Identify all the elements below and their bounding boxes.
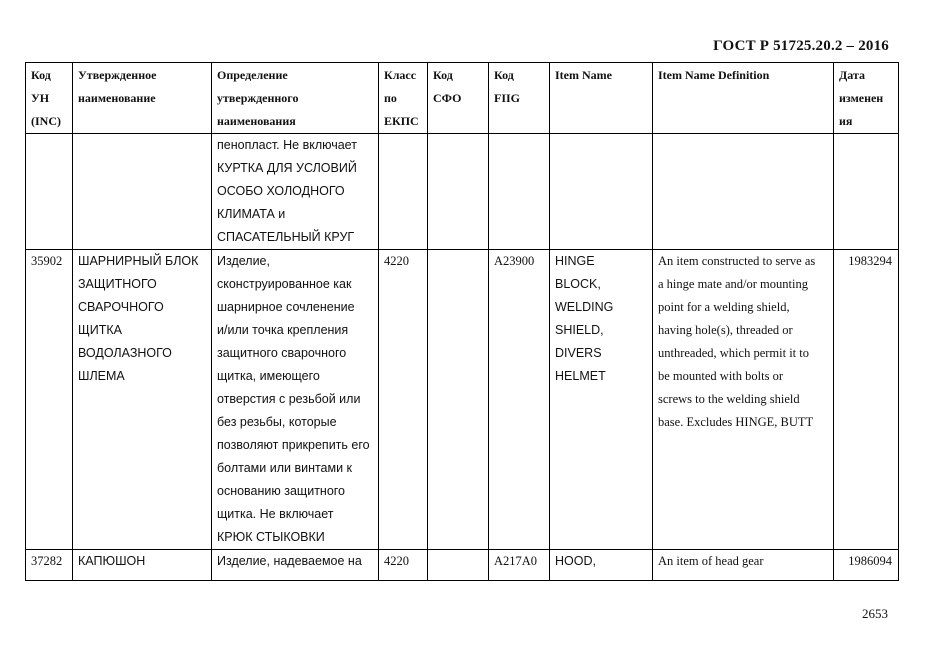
table-row <box>26 134 899 250</box>
header-class-line: ЕКПС <box>384 114 419 128</box>
header-inc-line: (INC) <box>31 114 61 128</box>
sfo-cell <box>428 550 489 581</box>
item-name-cell-line: DIVERS <box>555 346 602 360</box>
header-item-definition <box>653 63 834 134</box>
definition-cell-line: СПАСАТЕЛЬНЫЙ КРУГ <box>217 230 355 244</box>
item-name-cell <box>550 250 653 550</box>
definition-cell-line: пенопласт. Не включает <box>217 138 357 152</box>
sfo-cell <box>428 250 489 550</box>
header-fiig-line: Код <box>494 68 514 82</box>
definition-cell-line: щитка. Не включает <box>217 507 334 521</box>
header-sfo <box>428 63 489 134</box>
class-cell: 4220 <box>379 550 428 581</box>
inc-cell: 35902 <box>26 250 73 550</box>
header-definition-line: наименования <box>217 114 296 128</box>
definition-cell-line: основанию защитного <box>217 484 346 498</box>
class-cell <box>379 134 428 250</box>
item-name-cell-line: HINGE <box>555 254 595 268</box>
definition-cell-line: болтами или винтами к <box>217 461 353 475</box>
definition-cell-line: ОСОБО ХОЛОДНОГО <box>217 184 345 198</box>
header-class-line: по <box>384 91 397 105</box>
header-inc-line: УН <box>31 91 50 105</box>
approved-name-cell-line: ЩИТКА <box>78 323 122 337</box>
header-inc <box>26 63 73 134</box>
item-definition-cell-line: point for a welding shield, <box>658 300 790 314</box>
date-cell: 1986094 <box>834 550 899 581</box>
document-header: ГОСТ Р 51725.20.2 – 2016 <box>713 38 889 54</box>
item-name-cell-line: WELDING <box>555 300 614 314</box>
item-name-cell-line: HOOD, <box>555 554 596 568</box>
date-cell: 1983294 <box>834 250 899 550</box>
item-definition-cell-line: base. Excludes HINGE, BUTT <box>658 415 814 429</box>
definition-cell <box>212 250 379 550</box>
item-definition-cell <box>653 134 834 250</box>
item-definition-cell-line: An item constructed to serve as <box>658 254 816 268</box>
item-name-cell <box>550 550 653 581</box>
fiig-cell: A217A0 <box>489 550 550 581</box>
approved-name-cell <box>73 250 212 550</box>
header-item-name <box>550 63 653 134</box>
header-approved-name <box>73 63 212 134</box>
header-class-line: Класс <box>384 68 417 82</box>
table-row <box>26 550 899 581</box>
header-date-line: ия <box>839 114 853 128</box>
header-sfo-line: Код <box>433 68 453 82</box>
inc-cell <box>26 134 73 250</box>
header-approved-name-line: Утвержденное <box>78 68 157 82</box>
item-name-cell-line: SHIELD, <box>555 323 604 337</box>
item-definition-cell-line: a hinge mate and/or mounting <box>658 277 808 291</box>
item-definition-cell-line: be mounted with bolts or <box>658 369 783 383</box>
date-cell <box>834 134 899 250</box>
table-row <box>26 250 899 550</box>
page-number: 2653 <box>862 606 888 621</box>
item-name-cell-line: HELMET <box>555 369 606 383</box>
classification-table <box>25 62 899 581</box>
definition-cell-line: КЛИМАТА и <box>217 207 286 221</box>
definition-cell-line: КУРТКА ДЛЯ УСЛОВИЙ <box>217 161 357 175</box>
approved-name-cell-line: ЗАЩИТНОГО <box>78 277 157 291</box>
item-definition-cell <box>653 550 834 581</box>
header-definition <box>212 63 379 134</box>
header-date-line: Дата <box>839 68 865 82</box>
header-date-line: изменен <box>839 91 884 105</box>
definition-cell-line: щитка, имеющего <box>217 369 320 383</box>
approved-name-cell <box>73 134 212 250</box>
approved-name-cell-line: КАПЮШОН <box>78 554 146 568</box>
sfo-cell <box>428 134 489 250</box>
approved-name-cell-line: СВАРОЧНОГО <box>78 300 164 314</box>
class-cell: 4220 <box>379 250 428 550</box>
header-definition-line: утвержденного <box>217 91 299 105</box>
approved-name-cell <box>73 550 212 581</box>
header-item-definition-line: Item Name Definition <box>658 68 770 82</box>
definition-cell <box>212 134 379 250</box>
item-definition-cell <box>653 250 834 550</box>
approved-name-cell-line: ШЛЕМА <box>78 369 125 383</box>
definition-cell-line: сконструированное как <box>217 277 352 291</box>
item-name-cell <box>550 134 653 250</box>
approved-name-cell-line: ШАРНИРНЫЙ БЛОК <box>78 254 199 268</box>
definition-cell-line: шарнирное сочленение <box>217 300 355 314</box>
item-definition-cell-line: An item of head gear <box>658 554 764 568</box>
definition-cell-line: отверстия с резьбой или <box>217 392 361 406</box>
header-date <box>834 63 899 134</box>
definition-cell-line: Изделие, надеваемое на <box>217 554 362 568</box>
fiig-cell: A23900 <box>489 250 550 550</box>
definition-cell-line: без резьбы, которые <box>217 415 337 429</box>
definition-cell-line: позволяют прикрепить его <box>217 438 370 452</box>
item-definition-cell-line: screws to the welding shield <box>658 392 800 406</box>
header-approved-name-line: наименование <box>78 91 156 105</box>
header-definition-line: Определение <box>217 68 288 82</box>
definition-cell-line: и/или точка крепления <box>217 323 349 337</box>
fiig-cell <box>489 134 550 250</box>
approved-name-cell-line: ВОДОЛАЗНОГО <box>78 346 172 360</box>
inc-cell: 37282 <box>26 550 73 581</box>
table-header-row <box>26 63 899 134</box>
header-fiig <box>489 63 550 134</box>
header-sfo-line: СФО <box>433 91 462 105</box>
header-class <box>379 63 428 134</box>
item-name-cell-line: BLOCK, <box>555 277 601 291</box>
header-inc-line: Код <box>31 68 51 82</box>
item-definition-cell-line: having hole(s), threaded or <box>658 323 793 337</box>
header-item-name-line: Item Name <box>555 68 612 82</box>
definition-cell-line: КРЮК СТЫКОВКИ <box>217 530 325 544</box>
item-definition-cell-line: unthreaded, which permit it to <box>658 346 810 360</box>
definition-cell-line: Изделие, <box>217 254 270 268</box>
definition-cell-line: защитного сварочного <box>217 346 347 360</box>
header-fiig-line: FIIG <box>494 91 521 105</box>
definition-cell <box>212 550 379 581</box>
